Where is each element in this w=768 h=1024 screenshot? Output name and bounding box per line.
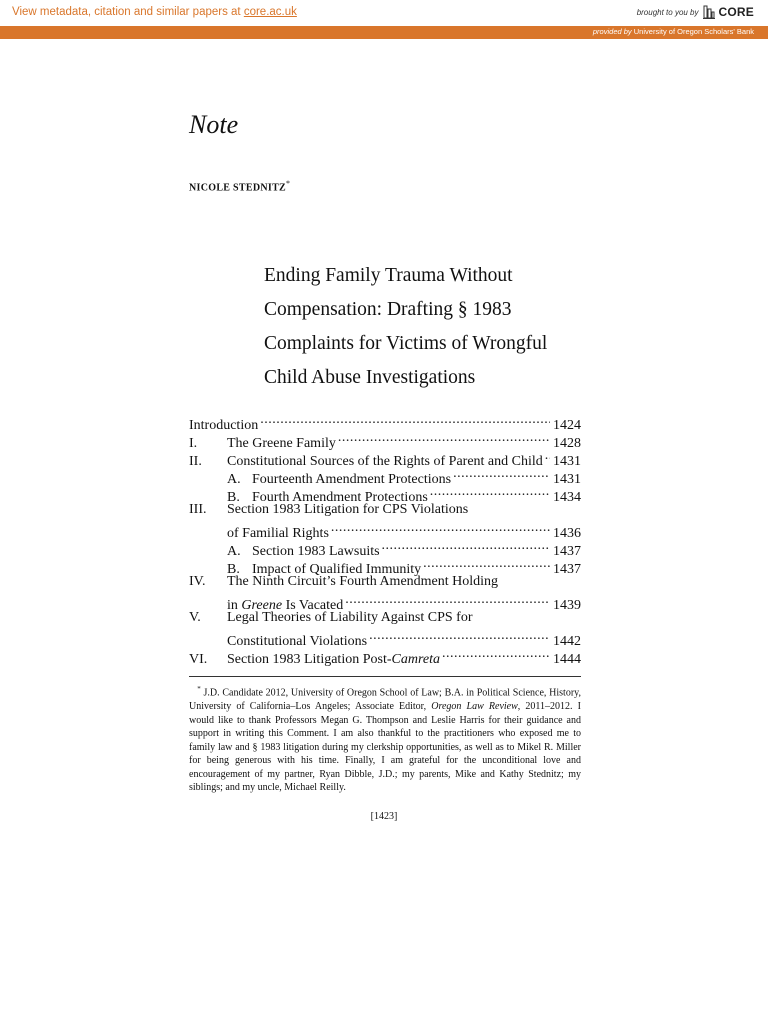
toc-title: Section 1983 Lawsuits [252,544,380,559]
toc-entry-v-cont [189,627,581,649]
toc-title: Fourteenth Amendment Protections [252,472,452,487]
toc-page: 1437 [553,562,581,577]
title-line: Ending Family Trauma Without [264,265,513,286]
toc-entry-introduction [189,411,581,433]
toc-leader [421,555,550,573]
toc-letter: A. [227,472,241,487]
toc-page: 1431 [553,472,581,487]
toc-number: II. [189,454,202,469]
toc-number: VI. [189,652,208,667]
toc-leader [343,591,550,609]
core-logo-text: CORE [718,5,754,19]
title-line: Child Abuse Investigations [264,367,476,388]
toc-title: The Ninth Circuit’s Fourth Amendment Holding [227,574,499,589]
toc-entry-iv-cont [189,591,581,613]
case-name-italic: Greene [241,598,283,613]
author-footnote [189,683,581,795]
toc-leader [543,447,550,465]
toc-entry-iii [189,501,581,519]
toc-title: of Familial Rights [227,526,329,541]
core-provider-bar [0,26,768,39]
provided-by-label: provided by [592,27,632,36]
toc-page: 1439 [553,598,581,613]
toc-leader [258,411,550,429]
provider-name: University of Oregon Scholars' Bank [633,27,754,36]
title-line: Complaints for Victims of Wrongful [264,333,548,354]
core-logo-icon [703,4,715,20]
toc-title-text: Section 1983 Litigation Post- [227,652,392,667]
toc-page: 1444 [553,652,581,667]
toc-page: 1428 [553,436,581,451]
core-link[interactable]: core.ac.uk [243,6,297,18]
toc-entry-iii-cont [189,519,581,541]
footnote-text: , 2011–2012. I would like to thank Professors Megan G. Thompson and Leslie Harris for their guidance and support in writing this Comment. I am also thankful to the practitioners who exposed me to family law and § 1983 litigation during my clerkship opportunities, as well as to Mikel R. Miller for being generous with his time. Finally, I am grateful for the unconditional love and encouragement of my partner, Ryan Dibble, J.D.; my parents, Mike and Kathy Stednitz; my siblings; and my uncle, Michael Reilly. [189,700,581,794]
footnote-divider [189,676,581,677]
case-name-italic: Camreta [391,652,440,667]
toc-title: Introduction [189,418,259,433]
toc-title-text: in [227,598,242,613]
table-of-contents [189,411,581,667]
toc-title: Fourth Amendment Protections [252,490,428,505]
toc-title [227,651,440,669]
toc-title: Constitutional Violations [227,634,368,649]
core-banner [0,0,768,26]
toc-number: I. [189,436,198,451]
paper-title [264,259,594,395]
toc-page: 1431 [553,454,581,469]
provider-notice[interactable] [593,27,754,36]
toc-leader [380,537,550,555]
toc-page: 1434 [553,490,581,505]
toc-page: 1436 [553,526,581,541]
toc-leader [451,465,550,483]
journal-name: Oregon Law Review [431,700,518,712]
toc-leader [440,645,550,663]
toc-page: 1442 [553,634,581,649]
toc-title: Constitutional Sources of the Rights of Parent and Child [227,454,543,469]
toc-number: III. [189,502,207,517]
metadata-notice [12,6,297,18]
footnote-mark: * [197,685,201,693]
toc-title: Section 1983 Litigation for CPS Violations [227,502,469,517]
toc-letter: B. [227,490,240,505]
toc-page: 1437 [553,544,581,559]
toc-page: 1424 [553,418,581,433]
toc-leader [329,519,550,537]
footnote-text: J.D. Candidate 2012, University of Oregon School of Law; B.A. in Political Science, History, University of California–Los Angeles; Associate Editor, [189,687,582,712]
toc-number: IV. [189,574,206,589]
toc-letter: B. [227,562,240,577]
toc-entry-v [189,609,581,627]
toc-title: Impact of Qualified Immunity [252,562,422,577]
section-label: Note [189,110,239,139]
brought-text: brought to you by [636,7,699,17]
title-line: Compensation: Drafting § 1983 [264,299,512,320]
toc-title: Legal Theories of Liability Against CPS for [227,610,473,625]
author-footnote-mark: * [286,179,291,188]
author-text: NICOLE STEDNITZ [189,182,287,194]
toc-title: The Greene Family [227,436,336,451]
toc-leader [428,483,550,501]
metadata-text: View metadata, citation and similar papers at [12,6,244,18]
toc-leader [336,429,550,447]
toc-title-text: Is Vacated [282,598,344,613]
author-name [189,179,290,193]
toc-letter: A. [227,544,241,559]
toc-leader [367,627,550,645]
brought-to-you-by[interactable] [637,4,754,20]
toc-number: V. [189,610,201,625]
page-number: [1423] [370,811,398,822]
toc-entry-iv [189,573,581,591]
